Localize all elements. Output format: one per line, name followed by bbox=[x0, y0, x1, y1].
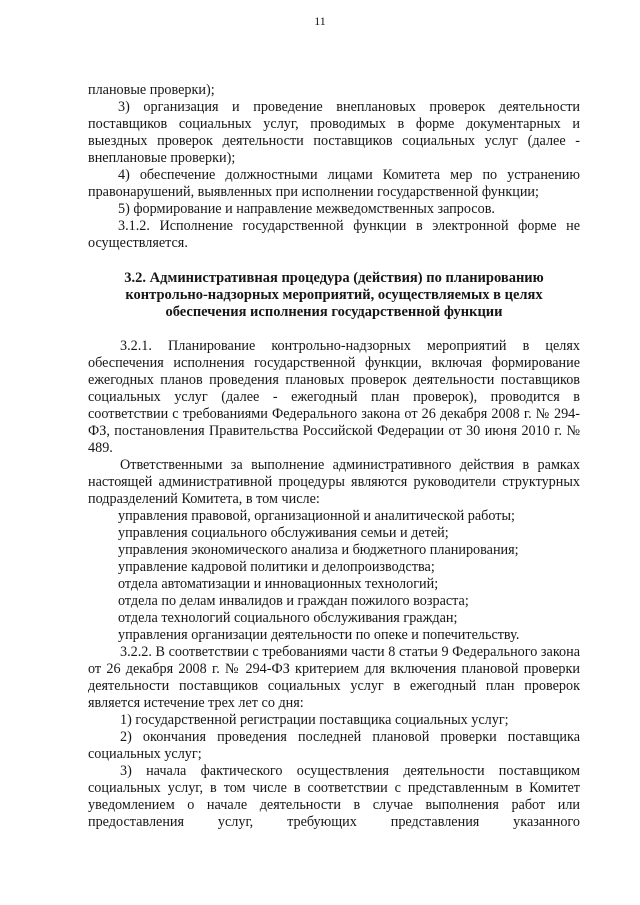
unit-item-2: управления социального обслуживания семьи и детей; bbox=[118, 525, 449, 541]
intro-item-3: 3) организация и проведение внеплановых проверок деятельности поставщиков социальных услуг, проводимых в форме документарных и выездных проверок деятельности поставщиков социальных услуг (далее - внеплановые проверки); bbox=[88, 99, 580, 166]
intro-item-3-1-2: 3.1.2. Исполнение государственной функции в электронной форме не осуществляется. bbox=[88, 218, 580, 251]
paragraph-responsible: Ответственными за выполнение административного действия в рамках настоящей административной процедуры являются руководители структурных подразделений Комитета, в том числе: bbox=[88, 457, 580, 507]
paragraph-3-2-2: 3.2.2. В соответствии с требованиями части 8 статьи 9 Федерального закона от 26 декабря 2008 г. № 294-ФЗ критерием для включения плановой проверки деятельности поставщиков социальных услуг в ежегодный план проверок является истечение трех лет со дня: bbox=[88, 644, 580, 711]
unit-item-3: управления экономического анализа и бюджетного планирования; bbox=[118, 542, 519, 558]
intro-block bbox=[88, 82, 580, 252]
section-heading: 3.2. Административная процедура (действия) по планированию контрольно-надзорных мероприятий, осуществляемых в целях обеспечения исполнения государственной функции bbox=[124, 270, 544, 320]
intro-item-4: 4) обеспечение должностными лицами Комитета мер по устранению правонарушений, выявленных при исполнении государственной функции; bbox=[88, 167, 580, 200]
unit-item-6: отдела по делам инвалидов и граждан пожилого возраста; bbox=[118, 593, 469, 609]
paragraph-3-2-1: 3.2.1. Планирование контрольно-надзорных мероприятий в целях обеспечения исполнения государственной функции, включая формирование ежегодных планов проведения плановых проверок деятельности поставщиков социальных услуг (далее - ежегодный план проверок), проводится в соответствии с требованиями Федерального закона от 26 декабря 2008 г. № 294-ФЗ, постановления Правительства Российской Федерации от 30 июня 2010 г. № 489. bbox=[88, 338, 580, 456]
unit-item-4: управление кадровой политики и делопроизводства; bbox=[118, 559, 435, 575]
unit-item-7: отдела технологий социального обслуживания граждан; bbox=[118, 610, 458, 626]
criterion-3: 3) начала фактического осуществления деятельности поставщиком социальных услуг, в том числе в соответствии с представленным в Комитет уведомлением о начале деятельности в случае выполнения работ или предоставления услуг, требующих представления указанного bbox=[88, 763, 580, 830]
intro-line-1: плановые проверки); bbox=[88, 82, 215, 98]
page-number: 11 bbox=[314, 14, 326, 28]
intro-item-5: 5) формирование и направление межведомственных запросов. bbox=[118, 201, 495, 217]
unit-item-5: отдела автоматизации и инновационных технологий; bbox=[118, 576, 439, 592]
body-block bbox=[88, 338, 580, 831]
criterion-1: 1) государственной регистрации поставщика социальных услуг; bbox=[120, 712, 509, 728]
criterion-2: 2) окончания проведения последней плановой проверки поставщика социальных услуг; bbox=[88, 729, 580, 762]
unit-item-8: управления организации деятельности по опеке и попечительству. bbox=[118, 627, 520, 643]
unit-item-1: управления правовой, организационной и аналитической работы; bbox=[118, 508, 515, 524]
